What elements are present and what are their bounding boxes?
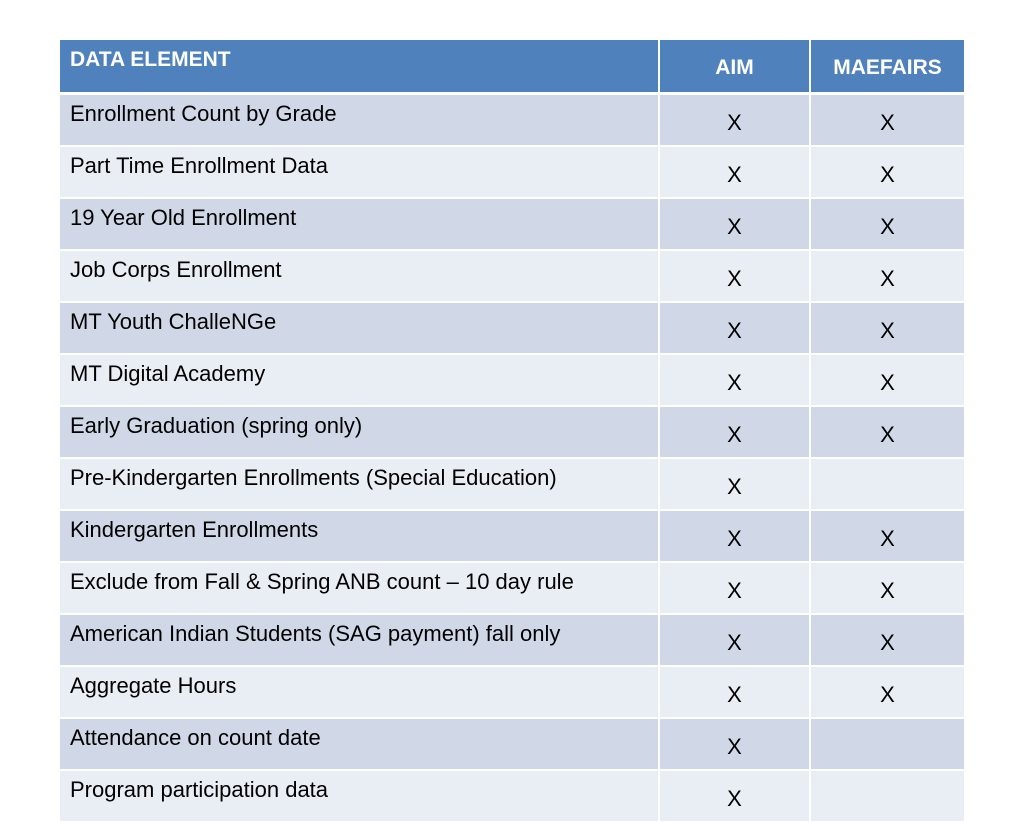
data-element-cell: MT Youth ChalleNGe xyxy=(60,302,659,354)
data-element-cell: Part Time Enrollment Data xyxy=(60,146,659,198)
data-element-cell: Program participation data xyxy=(60,770,659,822)
aim-cell: X xyxy=(659,146,810,198)
table-row xyxy=(60,94,964,147)
table-row xyxy=(60,302,964,354)
table-row xyxy=(60,146,964,198)
data-element-cell: American Indian Students (SAG payment) fall only xyxy=(60,614,659,666)
aim-cell: X xyxy=(659,718,810,770)
maefairs-cell: X xyxy=(810,510,964,562)
data-element-cell: Early Graduation (spring only) xyxy=(60,406,659,458)
header-data-element: DATA ELEMENT xyxy=(60,40,659,94)
data-element-cell: Aggregate Hours xyxy=(60,666,659,718)
data-element-cell: Exclude from Fall & Spring ANB count – 10 day rule xyxy=(60,562,659,614)
header-aim: AIM xyxy=(659,40,810,94)
aim-cell: X xyxy=(659,198,810,250)
aim-cell: X xyxy=(659,458,810,510)
aim-cell: X xyxy=(659,302,810,354)
header-row xyxy=(60,40,964,94)
table-row xyxy=(60,614,964,666)
aim-cell: X xyxy=(659,510,810,562)
table-row xyxy=(60,770,964,822)
maefairs-cell: X xyxy=(810,302,964,354)
table-row xyxy=(60,562,964,614)
table-row xyxy=(60,250,964,302)
maefairs-cell: X xyxy=(810,666,964,718)
maefairs-cell xyxy=(810,770,964,822)
maefairs-cell: X xyxy=(810,250,964,302)
maefairs-cell: X xyxy=(810,94,964,147)
data-element-cell: Job Corps Enrollment xyxy=(60,250,659,302)
maefairs-cell: X xyxy=(810,614,964,666)
aim-cell: X xyxy=(659,562,810,614)
data-element-cell: Enrollment Count by Grade xyxy=(60,94,659,147)
aim-cell: X xyxy=(659,666,810,718)
data-element-cell: Pre-Kindergarten Enrollments (Special Education) xyxy=(60,458,659,510)
table-row xyxy=(60,510,964,562)
header-maefairs: MAEFAIRS xyxy=(810,40,964,94)
aim-cell: X xyxy=(659,614,810,666)
aim-cell: X xyxy=(659,354,810,406)
data-element-cell: Kindergarten Enrollments xyxy=(60,510,659,562)
aim-cell: X xyxy=(659,250,810,302)
maefairs-cell xyxy=(810,458,964,510)
aim-cell: X xyxy=(659,406,810,458)
data-element-cell: 19 Year Old Enrollment xyxy=(60,198,659,250)
table-row xyxy=(60,718,964,770)
maefairs-cell: X xyxy=(810,406,964,458)
maefairs-cell: X xyxy=(810,198,964,250)
table-row xyxy=(60,406,964,458)
maefairs-cell: X xyxy=(810,562,964,614)
data-element-table xyxy=(60,40,964,823)
table-row xyxy=(60,198,964,250)
maefairs-cell: X xyxy=(810,146,964,198)
maefairs-cell xyxy=(810,718,964,770)
maefairs-cell: X xyxy=(810,354,964,406)
aim-cell: X xyxy=(659,770,810,822)
data-element-cell: Attendance on count date xyxy=(60,718,659,770)
table-row xyxy=(60,354,964,406)
table-row xyxy=(60,666,964,718)
aim-cell: X xyxy=(659,94,810,147)
table-row xyxy=(60,458,964,510)
data-element-cell: MT Digital Academy xyxy=(60,354,659,406)
